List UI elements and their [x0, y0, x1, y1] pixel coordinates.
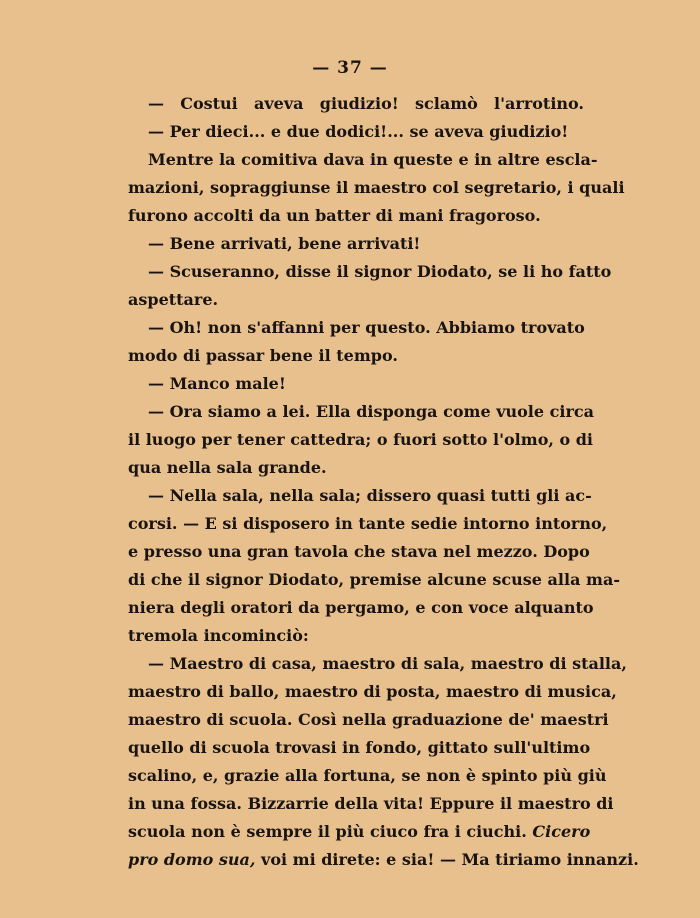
- text-line: scalino, e, grazie alla fortuna, se non è spinto più giù: [128, 766, 607, 785]
- text-line: tremola incominciò:: [128, 626, 309, 645]
- latin-phrase: pro domo sua,: [128, 850, 256, 869]
- text-line: mazioni, sopraggiunse il maestro col segretario, i quali: [128, 178, 625, 197]
- text-line: — Nella sala, nella sala; dissero quasi tutti gli ac-: [148, 486, 592, 505]
- text-line: — Ora siamo a lei. Ella disponga come vuole circa: [148, 402, 594, 421]
- text-line: — Bene arrivati, bene arrivati!: [148, 234, 421, 253]
- text-line: corsi. — E si disposero in tante sedie intorno intorno,: [128, 514, 608, 533]
- text-line: e presso una gran tavola che stava nel mezzo. Dopo: [128, 542, 590, 561]
- text-line: in una fossa. Bizzarrie della vita! Eppure il maestro di: [128, 794, 614, 813]
- text-line: quello di scuola trovasi in fondo, gittato sull'ultimo: [128, 738, 591, 757]
- text-line: Mentre la comitiva dava in queste e in altre escla-: [148, 150, 598, 169]
- text-line: aspettare.: [128, 290, 219, 309]
- text-segment: voi mi direte: e sia! — Ma tiriamo innanzi.: [255, 850, 639, 869]
- text-line-with-latin: [128, 822, 591, 842]
- text-line: — Oh! non s'affanni per questo. Abbiamo trovato: [148, 318, 585, 337]
- text-line: furono accolti da un batter di mani fragoroso.: [128, 206, 541, 225]
- text-line: qua nella sala grande.: [128, 458, 327, 477]
- text-line: di che il signor Diodato, premise alcune scuse alla ma-: [128, 570, 620, 589]
- text-line: maestro di ballo, maestro di posta, maestro di musica,: [128, 682, 617, 701]
- text-line: maestro di scuola. Così nella graduazione de' maestri: [128, 710, 609, 729]
- text-line: — Per dieci... e due dodici!... se aveva giudizio!: [148, 122, 569, 141]
- text-segment: scuola non è sempre il più ciuco fra i ciuchi.: [128, 822, 527, 841]
- latin-phrase: Cicero: [532, 822, 591, 841]
- page-number: — 37 —: [312, 58, 388, 78]
- text-line: il luogo per tener cattedra; o fuori sotto l'olmo, o di: [128, 430, 594, 449]
- text-line: niera degli oratori da pergamo, e con voce alquanto: [128, 598, 594, 617]
- text-line: — Manco male!: [148, 374, 286, 393]
- text-line: modo di passar bene il tempo.: [128, 346, 398, 365]
- text-line: — Costui aveva giudizio! sclamò l'arrotino.: [148, 94, 584, 113]
- text-line: — Maestro di casa, maestro di sala, maestro di stalla,: [148, 654, 627, 673]
- text-line-final: [128, 850, 639, 870]
- text-line: — Scuseranno, disse il signor Diodato, se li ho fatto: [148, 262, 612, 281]
